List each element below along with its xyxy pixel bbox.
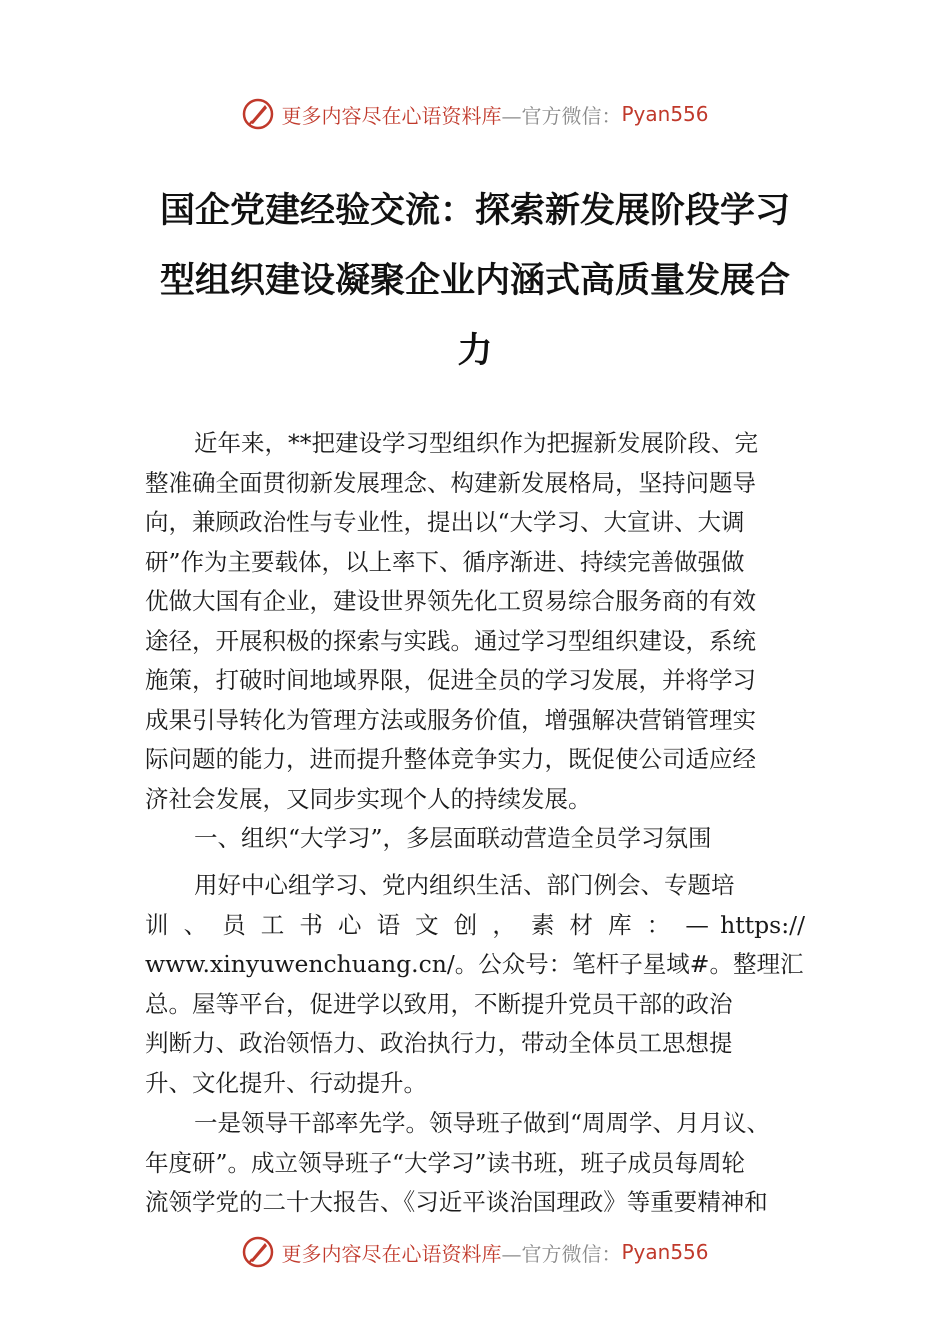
text-line: 成果引导转化为管理方法或服务价值，增强解决营销管理实 xyxy=(145,705,756,734)
text-line: 近年来，**把建设学习型组织作为把握新发展阶段、完 xyxy=(194,429,758,457)
quill-logo-icon xyxy=(241,97,275,131)
title-line: 型组织建设凝聚企业内涵式高质量发展合 xyxy=(159,261,790,301)
text-line: 流领学党的二十大报告、《习近平谈治国理政》等重要精神和 xyxy=(145,1188,768,1216)
banner-wechat-label: —官方微信： xyxy=(501,1241,622,1266)
text-line: 训 、 员 工 书 心 语 文 创 ， 素 材 库 ： — https:// xyxy=(145,910,805,939)
footer-banner xyxy=(0,1232,950,1272)
text-line: 一是领导干部率先学。领导班子做到“周周学、月月议、 xyxy=(194,1109,771,1137)
text-line: 年度研”。成立领导班子“大学习”读书班，班子成员每周轮 xyxy=(145,1148,746,1177)
banner-brand-text: 更多内容尽在心语资料库 xyxy=(281,1241,502,1266)
text-line: 判断力、政治领悟力、政治执行力，带动全体员工思想提 xyxy=(145,1029,733,1057)
banner-wechat-id: Pyan556 xyxy=(621,1240,709,1264)
quill-logo-icon xyxy=(241,1235,275,1269)
text-line: 研”作为主要载体，以上率下、循序渐进、持续完善做强做 xyxy=(145,547,745,576)
text-line: 优做大国有企业，建设世界领先化工贸易综合服务商的有效 xyxy=(145,587,756,615)
banner-wechat-id: Pyan556 xyxy=(621,102,709,126)
text-line: 总。屋等平台，促进学以致用，不断提升党员干部的政治 xyxy=(145,989,733,1018)
header-banner xyxy=(0,94,950,134)
banner-brand-text: 更多内容尽在心语资料库 xyxy=(281,103,502,128)
document-title xyxy=(145,176,805,386)
section-heading: 一、组织“大学习”，多层面联动营造全员学习氛围 xyxy=(194,824,712,852)
text-line: 施策，打破时间地域界限，促进全员的学习发展，并将学习 xyxy=(145,666,756,694)
text-line: 整准确全面贯彻新发展理念、构建新发展格局，坚持问题导 xyxy=(145,468,756,497)
paragraph-intro xyxy=(145,424,805,859)
paragraph-leaders xyxy=(145,1104,805,1223)
text-line: www.xinyuwenchuang.cn/。公众号：笔杆子星域#。整理汇 xyxy=(145,950,804,978)
text-line: 升、文化提升、行动提升。 xyxy=(145,1068,427,1097)
title-line: 国企党建经验交流：探索新发展阶段学习 xyxy=(159,191,790,231)
paragraph-platforms xyxy=(145,866,805,1103)
text-line: 际问题的能力，进而提升整体竞争实力，既促使公司适应经 xyxy=(145,745,756,773)
text-line: 途径，开展积极的探索与实践。通过学习型组织建设，系统 xyxy=(145,626,756,655)
title-line: 力 xyxy=(457,331,493,371)
text-line: 用好中心组学习、党内组织生活、部门例会、专题培 xyxy=(194,871,735,899)
text-line: 向，兼顾政治性与专业性，提出以“大学习、大宣讲、大调 xyxy=(145,508,745,536)
banner-wechat-label: —官方微信： xyxy=(501,103,622,128)
text-line: 济社会发展，又同步实现个人的持续发展。 xyxy=(145,784,592,813)
